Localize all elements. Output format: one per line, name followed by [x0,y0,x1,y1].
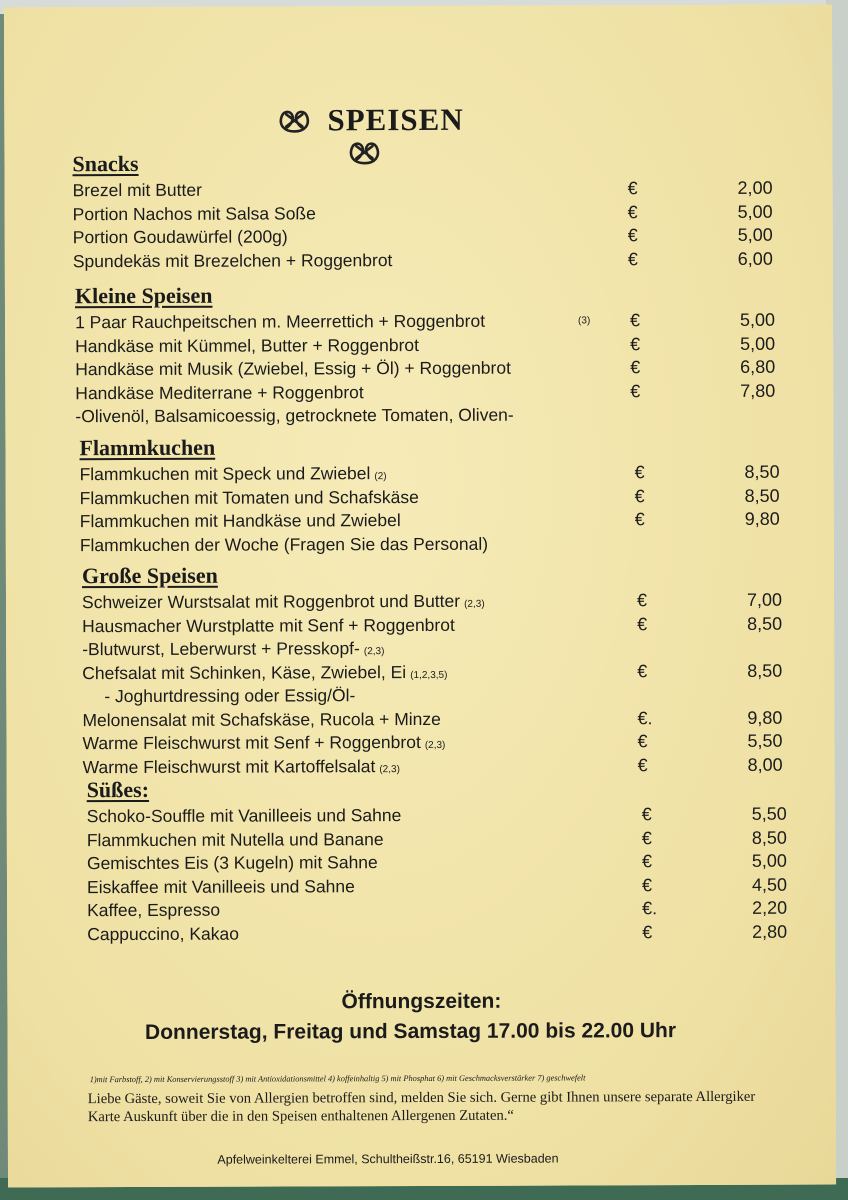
menu-title-row [234,102,494,143]
item-currency: € [627,225,638,246]
section-snacks [72,149,772,273]
item-name: Eiskaffee mit Vanilleeis und Sahne [86,875,355,897]
item-name: Schoko-Souffle mit Vanilleeis und Sahne [86,805,402,827]
section-heading: Snacks [72,150,139,177]
item-price: 5,50 [747,730,783,751]
item-currency: € [630,357,641,378]
item-name: Handkäse mit Kümmel, Butter + Roggenbrot [75,334,420,356]
item-currency: € [637,754,648,775]
item-currency: € [641,804,652,825]
item-price: 8,50 [751,827,787,848]
item-currency: €. [642,898,658,919]
menu-item [82,730,782,756]
item-allergen-note: (3) [578,315,591,327]
item-name: Gemischtes Eis (3 Kugeln) mit Sahne [86,852,378,874]
opening-hours-label: Öffnungszeiten: [341,989,502,1014]
item-name: Portion Nachos mit Salsa Soße [72,202,316,224]
item-name: Kaffee, Espresso [87,899,221,921]
item-name: Warme Fleischwurst mit Kartoffelsalat [82,755,376,777]
restaurant-address: Apfelweinkelterei Emmel, Schultheißstr.16, 65191 Wiesbaden [217,1151,559,1167]
item-name: Brezel mit Butter [72,179,202,201]
item-price: 8,50 [744,485,780,506]
menu-item [75,356,775,382]
item-name: Hausmacher Wurstplatte mit Senf + Roggenbrot [82,614,455,636]
item-name: Flammkuchen mit Nutella und Banane [86,828,384,850]
section-flammkuchen [79,433,779,557]
menu-item [80,508,780,534]
section-grosse-speisen [82,561,783,779]
section-heading: Flammkuchen [79,434,216,461]
item-allergen-note: (2,3) [424,739,446,751]
item-currency: € [634,485,645,506]
menu-item [73,224,773,250]
menu-item [73,200,773,226]
item-name: Flammkuchen der Woche (Fragen Sie das Personal) [79,533,489,555]
section-heading: Süßes: [86,776,150,803]
item-price: 9,80 [747,707,783,728]
section-kleine-speisen [75,281,776,429]
item-name: Handkäse mit Musik (Zwiebel, Essig + Öl) + Roggenbrot [75,357,511,380]
item-currency: € [641,874,653,895]
item-currency: € [641,851,652,872]
item-price: 5,00 [737,201,773,222]
pretzel-icon [277,106,311,134]
item-currency: € [630,310,641,331]
item-currency: € [637,613,648,634]
item-allergen-note: (2,3) [363,646,385,658]
item-price: 2,20 [752,897,788,918]
item-price: 5,00 [751,850,787,871]
item-price: 5,00 [739,309,776,330]
menu-item [87,873,787,899]
item-price: 8,00 [747,754,783,775]
item-allergen-note: (1,2,3,5) [410,669,448,681]
menu-item [75,332,775,358]
page-title: SPEISEN [327,101,464,138]
menu-item [87,850,787,876]
item-name: - Joghurtdressing oder Essig/Öl- [104,685,356,707]
menu-item [87,897,787,923]
item-currency: € [634,509,645,530]
menu-item [75,309,775,335]
item-price: 8,50 [747,660,783,681]
item-price: 5,50 [751,803,787,824]
menu-item [73,247,773,273]
menu-item [87,803,787,829]
menu-item-description [75,403,775,429]
item-name: -Blutwurst, Leberwurst + Presskopf- [82,638,360,660]
section-heading: Kleine Speisen [74,282,213,309]
menu-item [82,706,782,732]
menu-item [80,461,780,487]
allergy-notice: Liebe Gäste, soweit Sie von Allergien betroffen sind, melden Sie sich. Gerne gibt Ihnen unsere separate Allergiker Karte Auskunft über die in den Speisen enthaltenen Allergenen Zutaten.“ [87,1088,756,1126]
item-name: Flammkuchen mit Handkäse und Zwiebel [79,510,401,532]
menu-sheet [4,5,836,1188]
item-price: 8,50 [747,613,783,634]
item-price: 7,80 [740,380,776,401]
item-allergen-note: (2,3) [379,763,400,775]
item-currency: € [627,178,638,199]
item-currency: € [627,201,638,222]
item-price: 4,50 [751,874,788,895]
item-name: 1 Paar Rauchpeitschen m. Meerrettich + Roggenbrot [75,310,486,333]
item-name: Flammkuchen mit Tomaten und Schafskäse [79,486,419,508]
menu-item [87,826,787,852]
item-currency: € [637,660,648,681]
item-price: 5,00 [737,224,773,245]
item-currency: € [641,827,652,848]
item-name: -Olivenöl, Balsamicoessig, getrocknete Tomaten, Oliven- [75,404,514,427]
item-currency: € [627,248,638,269]
menu-item [82,612,782,638]
item-name: Schweizer Wurstsalat mit Roggenbrot und Butter [81,590,461,613]
item-name: Cappuccino, Kakao [87,923,239,944]
section-heading: Große Speisen [81,562,218,589]
item-price: 5,00 [740,333,776,354]
item-price: 9,80 [744,508,780,529]
item-name: Spundekäs mit Brezelchen + Roggenbrot [72,249,393,271]
item-allergen-note: (2,3) [464,598,485,610]
allergen-footnotes: 1)mit Farbstoff, 2) mit Konservierungsstoff 3) mit Antioxidationsmittel 4) koffeinhaltig 5) mit Phosphat 6) mit Geschmacksverstärker 7) geschwefelt [89,1073,586,1085]
item-currency: € [634,462,645,483]
item-price: 8,50 [744,461,780,482]
item-currency: € [630,333,641,354]
opening-hours-value: Donnerstag, Freitag und Samstag 17.00 bis 22.00 Uhr [144,1019,677,1044]
item-currency: € [637,731,648,752]
item-currency: € [630,380,641,401]
item-currency: € [642,921,653,942]
item-name: Warme Fleischwurst mit Senf + Roggenbrot [82,731,421,754]
item-price: 2,80 [752,921,788,942]
item-name: Portion Goudawürfel (200g) [72,226,288,248]
item-currency: €. [637,707,653,728]
item-price: 7,00 [746,589,783,610]
section-suesses [87,775,788,946]
item-price: 6,00 [737,248,773,269]
menu-item [87,920,787,946]
item-currency: € [636,590,648,611]
item-price: 6,80 [740,356,776,377]
item-allergen-note: (2) [374,471,387,483]
item-name: Handkäse Mediterrane + Roggenbrot [75,381,364,403]
item-name: Chefsalat mit Schinken, Käse, Zwiebel, Ei [82,661,407,683]
menu-item [75,379,775,405]
item-name: Flammkuchen mit Speck und Zwiebel [79,463,371,485]
menu-item-description [82,683,782,709]
menu-item [80,531,780,557]
item-price: 2,00 [737,177,773,198]
menu-item [73,177,773,203]
menu-item [80,484,780,510]
item-name: Melonensalat mit Schafskäse, Rucola + Minze [82,708,441,730]
menu-item [82,589,782,615]
menu-item [82,659,782,685]
menu-item-description [82,636,782,662]
